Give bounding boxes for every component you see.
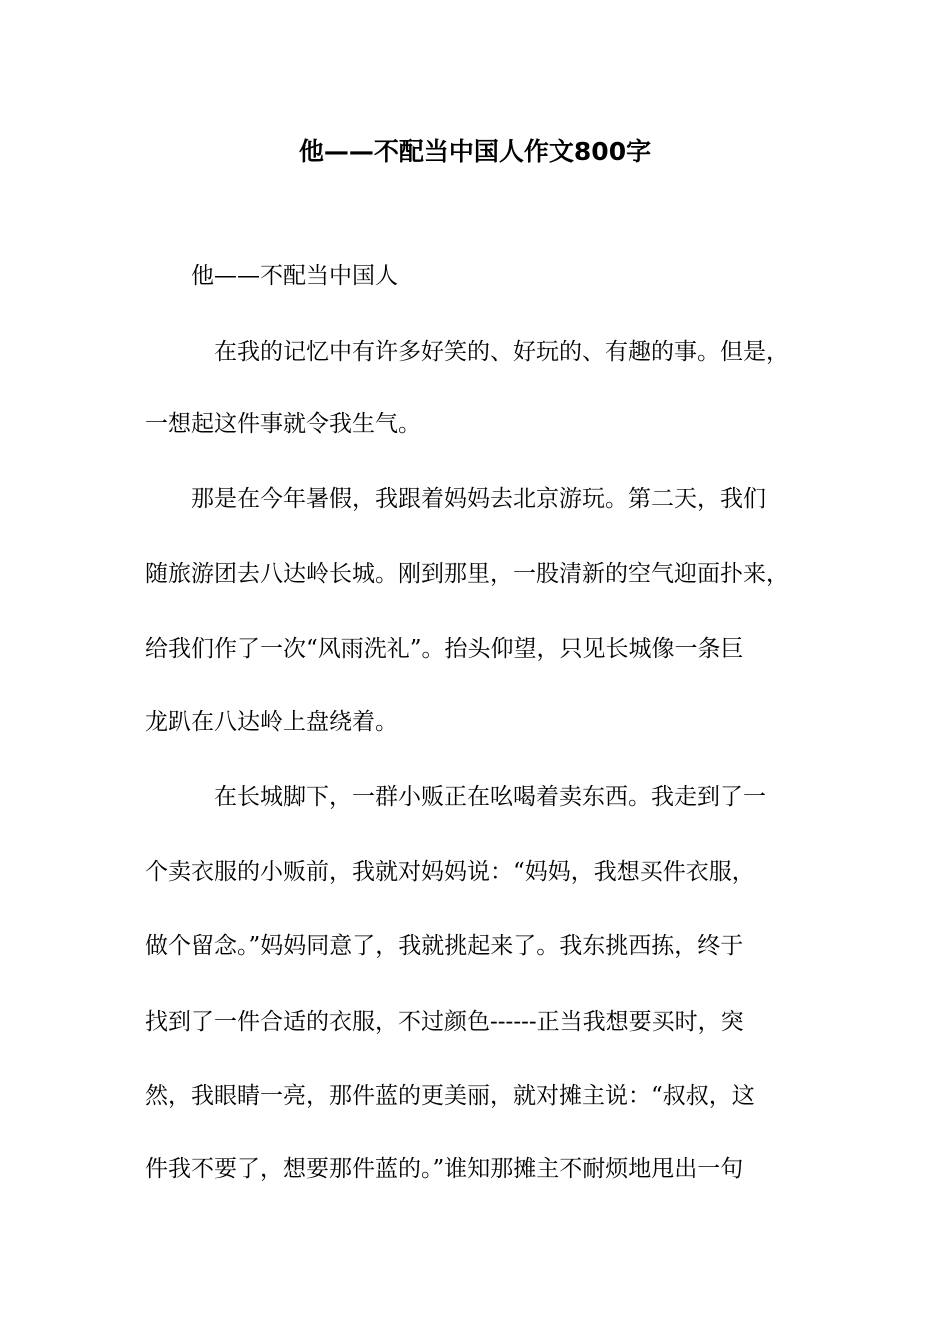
body-line: 那是在今年暑假，我跟着妈妈去北京游玩。第二天，我们	[145, 486, 766, 512]
document-title: 他——不配当中国人作文800字	[298, 137, 652, 166]
body-line: 个卖衣服的小贩前，我就对妈妈说：“妈妈，我想买件衣服，	[145, 859, 755, 885]
body-line: 龙趴在八达岭上盘绕着。	[145, 709, 398, 735]
body-line: 随旅游团去八达岭长城。刚到那里，一股清新的空气迎面扑来，	[145, 561, 789, 587]
body-line: 在我的记忆中有许多好笑的、好玩的、有趣的事。但是，	[145, 339, 789, 365]
body-line: 件我不要了，想要那件蓝的。”谁知那摊主不耐烦地甩出一句	[145, 1156, 744, 1182]
body-line: 他——不配当中国人	[145, 263, 398, 289]
body-line: 给我们作了一次“风雨洗礼”。抬头仰望，只见长城像一条巨	[145, 636, 744, 662]
body-line: 在长城脚下，一群小贩正在吆喝着卖东西。我走到了一	[145, 784, 766, 810]
body-line: 一想起这件事就令我生气。	[145, 411, 421, 437]
body-line: 然，我眼睛一亮，那件蓝的更美丽，就对摊主说：“叔叔，这	[145, 1083, 755, 1109]
body-line: 做个留念。”妈妈同意了，我就挑起来了。我东挑西拣，终于	[145, 933, 744, 959]
body-line: 找到了一件合适的衣服，不过颜色------正当我想要买时，突	[145, 1009, 744, 1035]
